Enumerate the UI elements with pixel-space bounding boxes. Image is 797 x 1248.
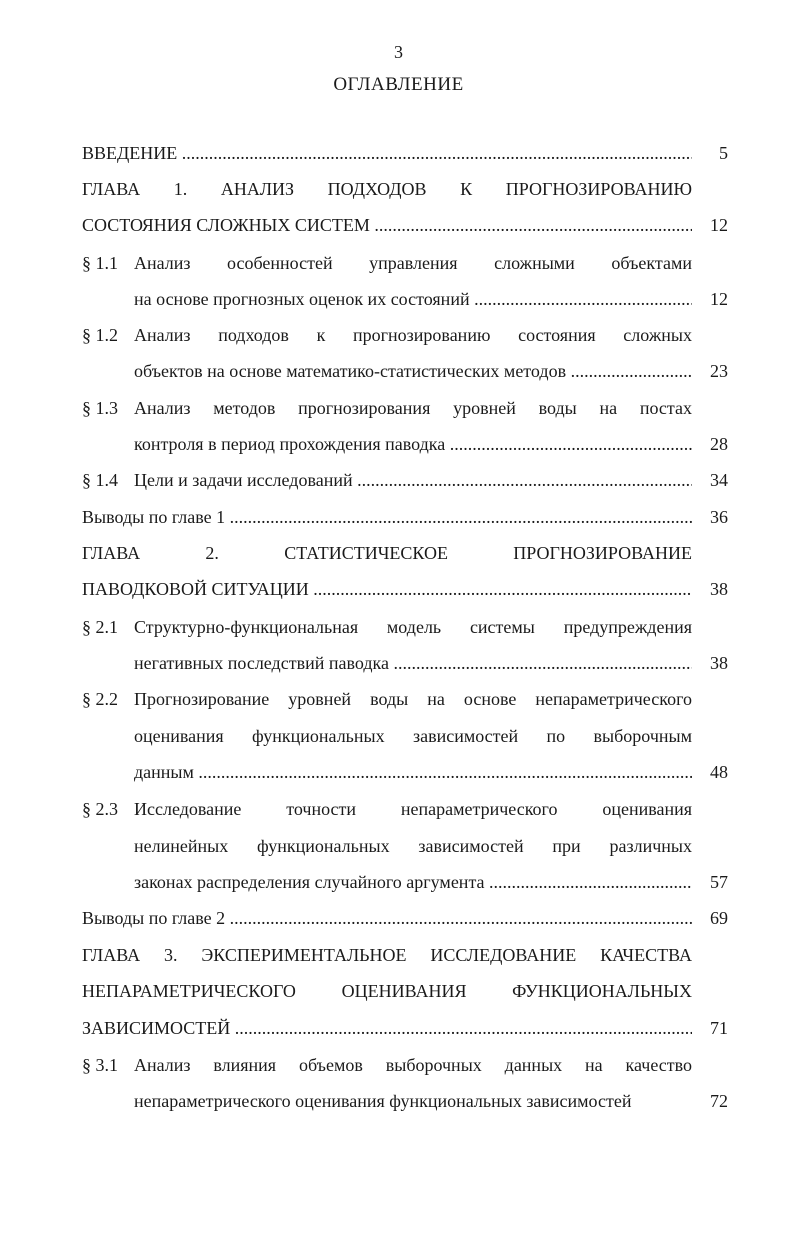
toc-section-title: Анализ влияния объемов выборочных данных на качество — [134, 1055, 692, 1075]
toc-chapter-title: ГЛАВА 3. ЭКСПЕРИМЕНТАЛЬНОЕ ИССЛЕДОВАНИЕ КАЧЕСТВА — [82, 945, 692, 965]
toc-page-number: 48 — [710, 762, 728, 782]
toc-section-title: негативных последствий паводка ..... — [134, 650, 692, 676]
toc-chapter-2-line-2[interactable] — [0, 576, 797, 602]
toc-section-title: данным ..... — [134, 759, 692, 785]
toc-chapter-title: НЕПАРАМЕТРИЧЕСКОГО ОЦЕНИВАНИЯ ФУНКЦИОНАЛЬНЫХ — [82, 981, 692, 1001]
toc-section-3-1-line-2[interactable] — [0, 1088, 797, 1114]
toc-section-title: Анализ подходов к прогнозированию состояния сложных — [134, 325, 692, 345]
toc-section-title: на основе прогнозных оценок их состояний ..... — [134, 286, 692, 312]
toc-section-title: законах распределения случайного аргумента ..... — [134, 869, 692, 895]
toc-section-1-3-line-2[interactable] — [0, 431, 797, 457]
toc-section-1-4[interactable] — [0, 467, 797, 493]
toc-entry-text: Выводы по главе 1 ..... — [82, 504, 692, 530]
toc-page-number: 69 — [710, 908, 728, 928]
toc-section-1-2-line-1[interactable] — [0, 322, 797, 348]
toc-chapter-3-line-1[interactable] — [0, 942, 797, 968]
toc-section-title: Структурно-функциональная модель системы предупреждения — [134, 617, 692, 637]
toc-section-1-2-line-2[interactable] — [0, 358, 797, 384]
toc-page-number: 57 — [710, 872, 728, 892]
toc-section-title: оценивания функциональных зависимостей по выборочным — [134, 726, 692, 746]
toc-section-number: § 3.1 — [82, 1055, 118, 1075]
toc-section-1-1-line-2[interactable] — [0, 286, 797, 312]
toc-section-2-3-line-3[interactable] — [0, 869, 797, 895]
toc-section-2-2-line-1[interactable] — [0, 686, 797, 712]
toc-page-number: 72 — [710, 1091, 728, 1111]
toc-section-2-3-line-2[interactable] — [0, 833, 797, 859]
toc-chapter-3-line-2[interactable] — [0, 978, 797, 1004]
toc-page-number: 36 — [710, 507, 728, 527]
toc-section-number: § 1.3 — [82, 398, 118, 418]
toc-section-2-3-line-1[interactable] — [0, 796, 797, 822]
toc-section-title: Цели и задачи исследований ..... — [134, 467, 692, 493]
toc-section-number: § 1.4 — [82, 470, 118, 490]
toc-section-title: контроля в период прохождения паводка ..... — [134, 431, 692, 457]
toc-title: ОГЛАВЛЕНИЕ — [333, 74, 464, 95]
toc-section-1-3-line-1[interactable] — [0, 395, 797, 421]
toc-page-number: 71 — [710, 1018, 728, 1038]
toc-page-number: 5 — [719, 143, 728, 163]
toc-section-title: непараметрического оценивания функциональных зависимостей — [134, 1091, 632, 1111]
toc-section-number: § 2.2 — [82, 689, 118, 709]
toc-page-number: 12 — [710, 215, 728, 235]
toc-conclusions-2[interactable] — [0, 905, 797, 931]
toc-section-number: § 1.1 — [82, 253, 118, 273]
toc-chapter-3-line-3[interactable] — [0, 1015, 797, 1041]
toc-chapter-title: ПАВОДКОВОЙ СИТУАЦИИ ..... — [82, 576, 692, 602]
toc-page-number: 28 — [710, 434, 728, 454]
toc-section-2-2-line-2[interactable] — [0, 723, 797, 749]
toc-entry-intro[interactable] — [0, 140, 797, 166]
toc-section-title: Прогнозирование уровней воды на основе непараметрического — [134, 689, 692, 709]
toc-section-3-1-line-1[interactable] — [0, 1052, 797, 1078]
toc-chapter-title: ГЛАВА 2. СТАТИСТИЧЕСКОЕ ПРОГНОЗИРОВАНИЕ — [82, 543, 692, 563]
toc-chapter-1-line-2[interactable] — [0, 212, 797, 238]
toc-chapter-2-line-1[interactable] — [0, 540, 797, 566]
toc-section-2-2-line-3[interactable] — [0, 759, 797, 785]
toc-section-2-1-line-2[interactable] — [0, 650, 797, 676]
toc-page-number: 38 — [710, 653, 728, 673]
toc-entry-text: Выводы по главе 2 ..... — [82, 905, 692, 931]
toc-page-number: 23 — [710, 361, 728, 381]
toc-section-title: Исследование точности непараметрического оценивания — [134, 799, 692, 819]
toc-chapter-title: ЗАВИСИМОСТЕЙ ..... — [82, 1015, 692, 1041]
toc-section-title: Анализ методов прогнозирования уровней воды на постах — [134, 398, 692, 418]
toc-section-number: § 2.3 — [82, 799, 118, 819]
toc-conclusions-1[interactable] — [0, 504, 797, 530]
page-number: 3 — [394, 42, 403, 62]
toc-page-number: 34 — [710, 470, 728, 490]
toc-chapter-title: ГЛАВА 1. АНАЛИЗ ПОДХОДОВ К ПРОГНОЗИРОВАНИЮ — [82, 179, 692, 199]
toc-section-2-1-line-1[interactable] — [0, 614, 797, 640]
toc-section-number: § 1.2 — [82, 325, 118, 345]
toc-section-title: нелинейных функциональных зависимостей при различных — [134, 836, 692, 856]
toc-section-title: объектов на основе математико-статистических методов ..... — [134, 358, 692, 384]
toc-section-title: Анализ особенностей управления сложными объектами — [134, 253, 692, 273]
toc-page-number: 38 — [710, 579, 728, 599]
toc-page-number: 12 — [710, 289, 728, 309]
toc-section-1-1-line-1[interactable] — [0, 250, 797, 276]
toc-section-number: § 2.1 — [82, 617, 118, 637]
toc-chapter-title: СОСТОЯНИЯ СЛОЖНЫХ СИСТЕМ ..... — [82, 212, 692, 238]
toc-entry-text: ВВЕДЕНИЕ ..... — [82, 140, 692, 166]
toc-chapter-1-line-1[interactable] — [0, 176, 797, 202]
